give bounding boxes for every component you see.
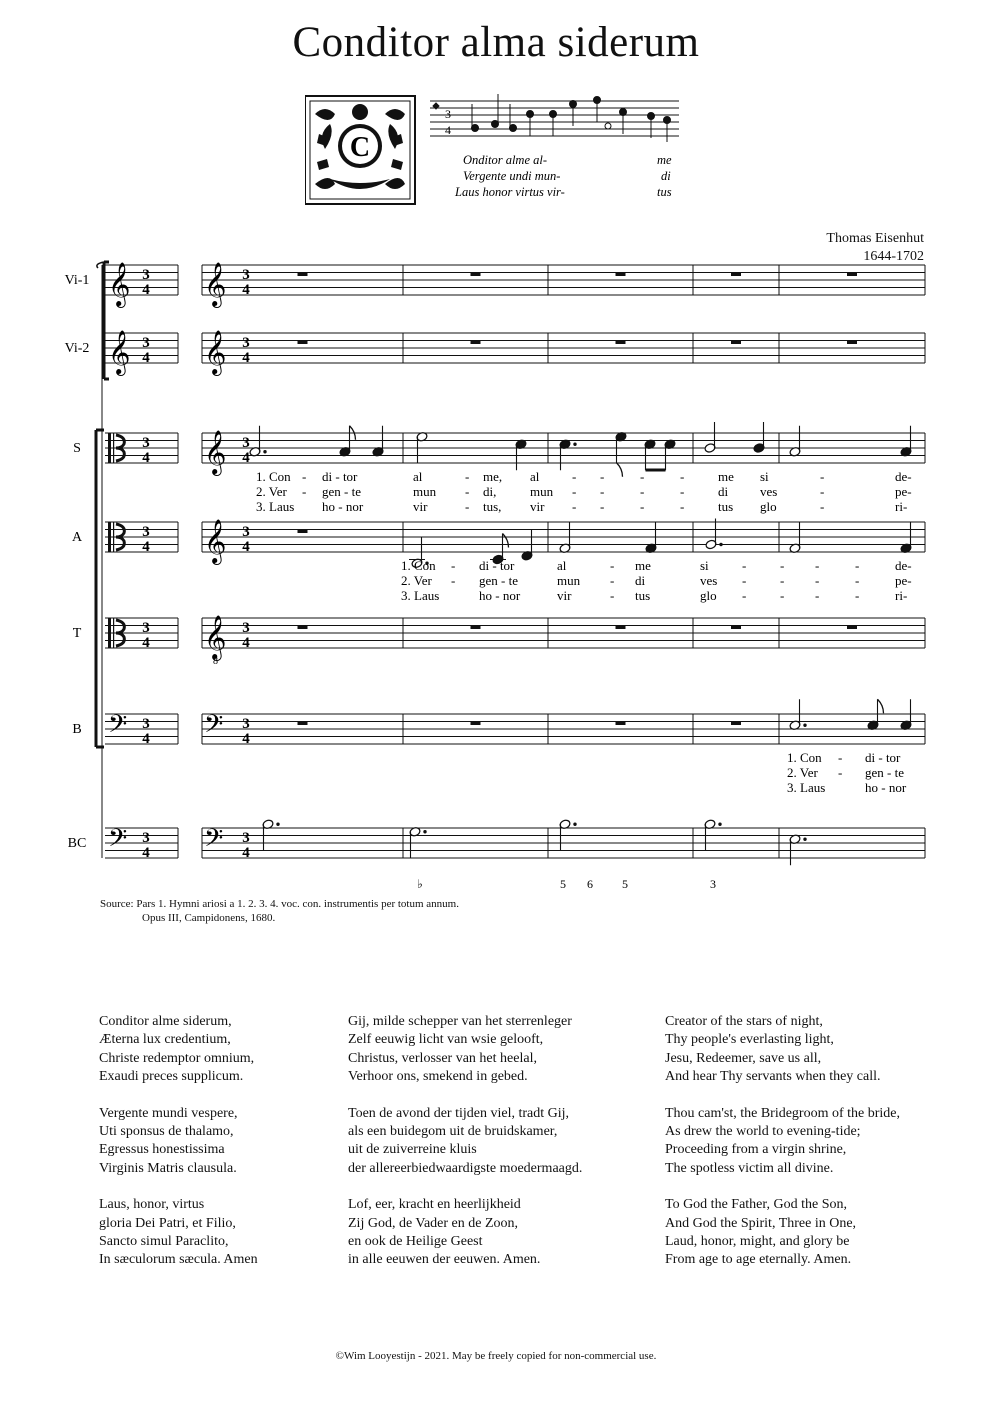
- bass-lyric: ho - nor: [865, 780, 907, 795]
- staff-s-time-sig: 3: [242, 435, 250, 451]
- alto-lyric: -: [610, 573, 615, 588]
- staff-b-whole-rest: [298, 722, 308, 726]
- staff-b-label: B: [72, 722, 82, 737]
- soprano-lyric: al: [530, 469, 540, 484]
- alto-lyric: vir: [557, 588, 572, 603]
- continuo-dot: [423, 830, 426, 833]
- copyright-footer: ©Wim Looyestijn - 2021. May be freely copied for non-commercial use.: [335, 1350, 657, 1362]
- staff-vi-2-incipit-treble-clef-icon: 𝄞: [108, 332, 131, 374]
- english-verse-3: To God the Father, God the Son, And God the Spirit, Three in One, Laud, honor, might, and glory be From age to age eternally. Amen.: [665, 1197, 857, 1268]
- bass-lyric: -: [838, 750, 843, 765]
- soprano-lyric: -: [302, 484, 307, 499]
- alto-lyric: 1. Con: [401, 558, 436, 573]
- staff-vi-2-incipit-time-sig: 4: [142, 350, 150, 366]
- figured-bass-numeral: 6: [587, 877, 593, 890]
- alto-lyric: mun: [557, 573, 581, 588]
- soprano-lyric: -: [572, 499, 577, 514]
- alto-lyric: -: [780, 558, 785, 573]
- latin-verse-3: Laus, honor, virtus gloria Dei Patri, et Filio, Sancto simul Paraclito, In sæculorum sæcula. Amen: [99, 1197, 258, 1268]
- page-title: Conditor alma siderum: [292, 19, 700, 66]
- soprano-lyric: de-: [895, 469, 912, 484]
- staff-t-whole-rest: [298, 626, 308, 630]
- staff-a-treble-clef-icon: 𝄞: [204, 521, 227, 563]
- soprano-lyric: ri-: [895, 499, 908, 514]
- composer-dates: 1644-1702: [863, 249, 924, 264]
- dutch-verse-2: Toen de avond der tijden viel, tradt Gij, als een buidegom uit de bruidskamer, uit de zuiverreine kluis der allereerbiedwaardigste moedermaagd.: [348, 1105, 583, 1176]
- staff-t-label: T: [72, 626, 82, 641]
- figured-bass-numeral: 3: [710, 877, 716, 890]
- soprano-lyric: -: [680, 484, 685, 499]
- staff-vi-1-incipit-treble-clef-icon: 𝄞: [108, 264, 131, 306]
- incipit-capital: C: [349, 132, 371, 163]
- alto-lyric: si: [700, 558, 709, 573]
- staff-t-treble-clef-icon: 𝄞: [204, 617, 227, 659]
- soprano-lyric: pe-: [895, 484, 912, 499]
- staff-vi-1-time-sig: 4: [242, 282, 250, 298]
- staff-vi-2-whole-rest: [731, 341, 741, 345]
- staff-a-time-sig: 3: [242, 524, 250, 540]
- soprano-lyric: -: [572, 484, 577, 499]
- incipit-time-top: 3: [445, 107, 451, 121]
- continuo-dot: [718, 823, 721, 826]
- soprano-lyric: si: [760, 469, 769, 484]
- staff-s-incipit-time-sig: 4: [142, 450, 150, 466]
- soprano-lyric: -: [640, 484, 645, 499]
- soprano-lyric: -: [680, 499, 685, 514]
- alto-lyric: -: [451, 558, 456, 573]
- staff-b-whole-rest: [471, 722, 481, 726]
- soprano-lyric: me: [718, 469, 734, 484]
- vocal-bracket: [96, 430, 104, 747]
- soprano-lyric: mun: [530, 484, 554, 499]
- staff-vi-1-treble-clef-icon: 𝄞: [204, 264, 227, 306]
- incipit-lyric-2-end: di: [661, 169, 671, 183]
- alto-lyric: -: [815, 573, 820, 588]
- alto-lyric: glo: [700, 588, 717, 603]
- bass-lyric: 1. Con: [787, 750, 822, 765]
- staff-bc-time-sig: 4: [242, 845, 250, 861]
- latin-verse-2: Vergente mundi vespere, Uti sponsus de thalamo, Egressus honestissima Virginis Matris clausula.: [99, 1105, 238, 1176]
- staff-t-octave-mark: 8: [213, 656, 218, 667]
- staff-a-whole-rest: [298, 530, 308, 534]
- staff-t-incipit-alto-clef-icon: [108, 618, 111, 648]
- alto-lyric: tus: [635, 588, 651, 603]
- alto-lyric: -: [815, 558, 820, 573]
- staff-vi-1-whole-rest: [731, 273, 741, 277]
- soprano-lyric: 3. Laus: [256, 499, 295, 514]
- staff-a-time-sig: 4: [242, 539, 250, 555]
- alto-lyric: -: [742, 573, 747, 588]
- incipit-time-bottom: 4: [445, 123, 451, 137]
- composer-name: Thomas Eisenhut: [826, 231, 924, 246]
- alto-lyric: -: [780, 573, 785, 588]
- soprano-lyric: tus: [718, 499, 734, 514]
- latin-verse-1: Conditor alme siderum, Æterna lux credentium, Christe redemptor omnium, Exaudi preces supplicum.: [99, 1014, 255, 1084]
- incipit-lyric-1: Onditor alme al-: [463, 153, 548, 167]
- soprano-lyric: -: [680, 469, 685, 484]
- soprano-lyric: -: [600, 484, 605, 499]
- staff-a-label: A: [71, 530, 83, 545]
- incipit-facsimile: [305, 94, 685, 210]
- alto-lyric: pe-: [895, 573, 912, 588]
- staff-a-incipit-time-sig: 3: [142, 524, 150, 540]
- staff-vi-2-treble-clef-icon: 𝄞: [204, 332, 227, 374]
- dutch-verse-3: Lof, eer, kracht en heerlijkheid Zij God, de Vader en de Zoon, en ook de Heilige Geest in alle eeuwen der eeuwen. Amen.: [348, 1197, 541, 1268]
- alto-lyric: 3. Laus: [401, 588, 440, 603]
- staff-b-whole-rest: [616, 722, 626, 726]
- soprano-lyric: -: [465, 484, 470, 499]
- english-verse-2: Thou cam'st, the Bridegroom of the bride, As drew the world to evening-tide; Proceeding from a virgin shrine, The spotless victim all divine.: [665, 1105, 901, 1176]
- alto-lyric: -: [855, 558, 860, 573]
- alto-lyric: -: [610, 558, 615, 573]
- bass-flag: [878, 699, 884, 713]
- staff-vi-2-time-sig: 3: [242, 335, 250, 351]
- alto-lyric: me: [635, 558, 651, 573]
- staff-a-incipit-time-sig: 4: [142, 539, 150, 555]
- alto-lyric: -: [855, 573, 860, 588]
- soprano-lyric: ho - nor: [322, 499, 364, 514]
- english-text: [665, 1013, 965, 1288]
- staff-t-time-sig: 4: [242, 635, 250, 651]
- staff-vi-1-label: Vi-1: [64, 273, 90, 288]
- soprano-lyric: di,: [483, 484, 497, 499]
- staff-b-bass-clef-icon: 𝄢: [204, 711, 224, 744]
- soprano-lyric: di - tor: [322, 469, 358, 484]
- soprano-lyric: -: [820, 469, 825, 484]
- soprano-lyric: ves: [760, 484, 778, 499]
- staff-vi-1-whole-rest: [471, 273, 481, 277]
- soprano-flag: [617, 463, 623, 477]
- staff-b-incipit-time-sig: 4: [142, 731, 150, 747]
- staff-bc-label: BC: [67, 836, 87, 851]
- staff-s-incipit-alto-clef-icon: [108, 433, 111, 463]
- figured-bass-numeral: 5: [622, 877, 628, 890]
- bass-lyric: 2. Ver: [787, 765, 818, 780]
- soprano-dot: [573, 443, 576, 446]
- continuo-dot: [573, 823, 576, 826]
- soprano-lyric: -: [572, 469, 577, 484]
- staff-b-time-sig: 3: [242, 716, 250, 732]
- alto-lyric: ri-: [895, 588, 908, 603]
- incipit-lyric-3: Laus honor virtus vir-: [455, 185, 565, 199]
- staff-s-time-sig: 4: [242, 450, 250, 466]
- alto-lyric: -: [815, 588, 820, 603]
- source-line-1: Source: Pars 1. Hymni ariosi a 1. 2. 3. 4. voc. con. instrumentis per totum annum.: [100, 898, 459, 910]
- alto-lyric: -: [742, 558, 747, 573]
- staff-bc-incipit-bass-clef-icon: 𝄢: [108, 825, 128, 858]
- alto-lyric: gen - te: [479, 573, 518, 588]
- staff-s-treble-clef-icon: 𝄞: [204, 432, 227, 474]
- staff-t-time-sig: 3: [242, 620, 250, 636]
- staff-s-incipit-time-sig: 3: [142, 435, 150, 451]
- soprano-lyric: -: [465, 499, 470, 514]
- staff-s-label: S: [73, 441, 81, 456]
- soprano-lyric: -: [640, 499, 645, 514]
- staff-vi-2-label: Vi-2: [64, 341, 90, 356]
- staff-vi-1-whole-rest: [298, 273, 308, 277]
- alto-lyric: ves: [700, 573, 718, 588]
- staff-vi-1-incipit-time-sig: 3: [142, 267, 150, 283]
- alto-lyric: -: [855, 588, 860, 603]
- staff-vi-1-whole-rest: [847, 273, 857, 277]
- soprano-lyric: -: [640, 469, 645, 484]
- staff-b-time-sig: 4: [242, 731, 250, 747]
- staff-t-incipit-alto-clef-icon: [113, 618, 114, 648]
- soprano-lyric: -: [820, 484, 825, 499]
- bass-lyric: 3. Laus: [787, 780, 826, 795]
- soprano-lyric: 2. Ver: [256, 484, 287, 499]
- figured-bass-numeral: 5: [560, 877, 566, 890]
- alto-flag: [503, 534, 509, 548]
- staff-vi-2-incipit-time-sig: 3: [142, 335, 150, 351]
- soprano-lyric: vir: [530, 499, 545, 514]
- alto-lyric: di: [635, 573, 646, 588]
- staff-vi-1-incipit-time-sig: 4: [142, 282, 150, 298]
- alto-lyric: al: [557, 558, 567, 573]
- staff-bc-incipit-time-sig: 3: [142, 830, 150, 846]
- continuo-dot: [276, 823, 279, 826]
- incipit-lyric-3-end: tus: [657, 185, 672, 199]
- staff-vi-2-whole-rest: [298, 341, 308, 345]
- source-line-2: Opus III, Campidonens, 1680.: [142, 912, 276, 924]
- dutch-verse-1: Gij, milde schepper van het sterrenleger Zelf eeuwig licht van wsie gelooft, Christus, verlosser van het heelal, Verhoor ons, smekend in gebed.: [348, 1014, 572, 1084]
- alto-lyric: -: [742, 588, 747, 603]
- alto-lyric: -: [451, 573, 456, 588]
- soprano-lyric: -: [302, 469, 307, 484]
- alto-lyric: ho - nor: [479, 588, 521, 603]
- soprano-lyric: glo: [760, 499, 777, 514]
- staff-b-incipit-time-sig: 3: [142, 716, 150, 732]
- staff-vi-2-whole-rest: [616, 341, 626, 345]
- staff-a-incipit-alto-clef-icon: [113, 522, 114, 552]
- soprano-dot: [263, 450, 266, 453]
- staff-t-incipit-time-sig: 4: [142, 635, 150, 651]
- staff-b-whole-rest: [731, 722, 741, 726]
- staff-t-whole-rest: [616, 626, 626, 630]
- alto-lyric: di - tor: [479, 558, 515, 573]
- incipit-lyric-1-end: me: [657, 153, 672, 167]
- soprano-lyric: vir: [413, 499, 428, 514]
- incipit-lyric-2: Vergente undi mun-: [463, 169, 561, 183]
- staff-vi-1-whole-rest: [616, 273, 626, 277]
- alto-lyric: -: [610, 588, 615, 603]
- alto-lyric: de-: [895, 558, 912, 573]
- latin-text: [99, 1013, 339, 1288]
- soprano-lyric: -: [465, 469, 470, 484]
- staff-bc-incipit-time-sig: 4: [142, 845, 150, 861]
- soprano-lyric: gen - te: [322, 484, 361, 499]
- english-verse-1: Creator of the stars of night, Thy people's everlasting light, Jesu, Redeemer, save us all, And hear Thy servants when they call.: [665, 1014, 881, 1084]
- alto-lyric: -: [780, 588, 785, 603]
- soprano-lyric: di: [718, 484, 729, 499]
- bass-lyric: gen - te: [865, 765, 904, 780]
- soprano-lyric: -: [600, 469, 605, 484]
- staff-t-whole-rest: [847, 626, 857, 630]
- staff-vi-2-time-sig: 4: [242, 350, 250, 366]
- bass-lyric: -: [838, 765, 843, 780]
- soprano-lyric: 1. Con: [256, 469, 291, 484]
- soprano-lyric: -: [600, 499, 605, 514]
- staff-vi-2-whole-rest: [847, 341, 857, 345]
- staff-t-incipit-time-sig: 3: [142, 620, 150, 636]
- soprano-lyric: mun: [413, 484, 437, 499]
- bass-dot: [803, 724, 806, 727]
- staff-vi-1-time-sig: 3: [242, 267, 250, 283]
- soprano-lyric: me,: [483, 469, 503, 484]
- source-note: [100, 897, 459, 925]
- soprano-lyric: tus,: [483, 499, 502, 514]
- soprano-lyric: al: [413, 469, 423, 484]
- figured-bass-numeral: ♭: [417, 877, 423, 890]
- score: [0, 250, 992, 890]
- continuo-dot: [803, 838, 806, 841]
- staff-vi-2-whole-rest: [471, 341, 481, 345]
- staff-t-whole-rest: [731, 626, 741, 630]
- alto-dot: [719, 543, 722, 546]
- staff-s-incipit-alto-clef-icon: [113, 433, 114, 463]
- staff-bc-time-sig: 3: [242, 830, 250, 846]
- staff-b-incipit-bass-clef-icon: 𝄢: [108, 711, 128, 744]
- alto-lyric: 2. Ver: [401, 573, 432, 588]
- staff-a-incipit-alto-clef-icon: [108, 522, 111, 552]
- soprano-lyric: -: [820, 499, 825, 514]
- staff-bc-bass-clef-icon: 𝄢: [204, 825, 224, 858]
- bass-lyric: di - tor: [865, 750, 901, 765]
- staff-t-whole-rest: [471, 626, 481, 630]
- dutch-text: [348, 1013, 648, 1288]
